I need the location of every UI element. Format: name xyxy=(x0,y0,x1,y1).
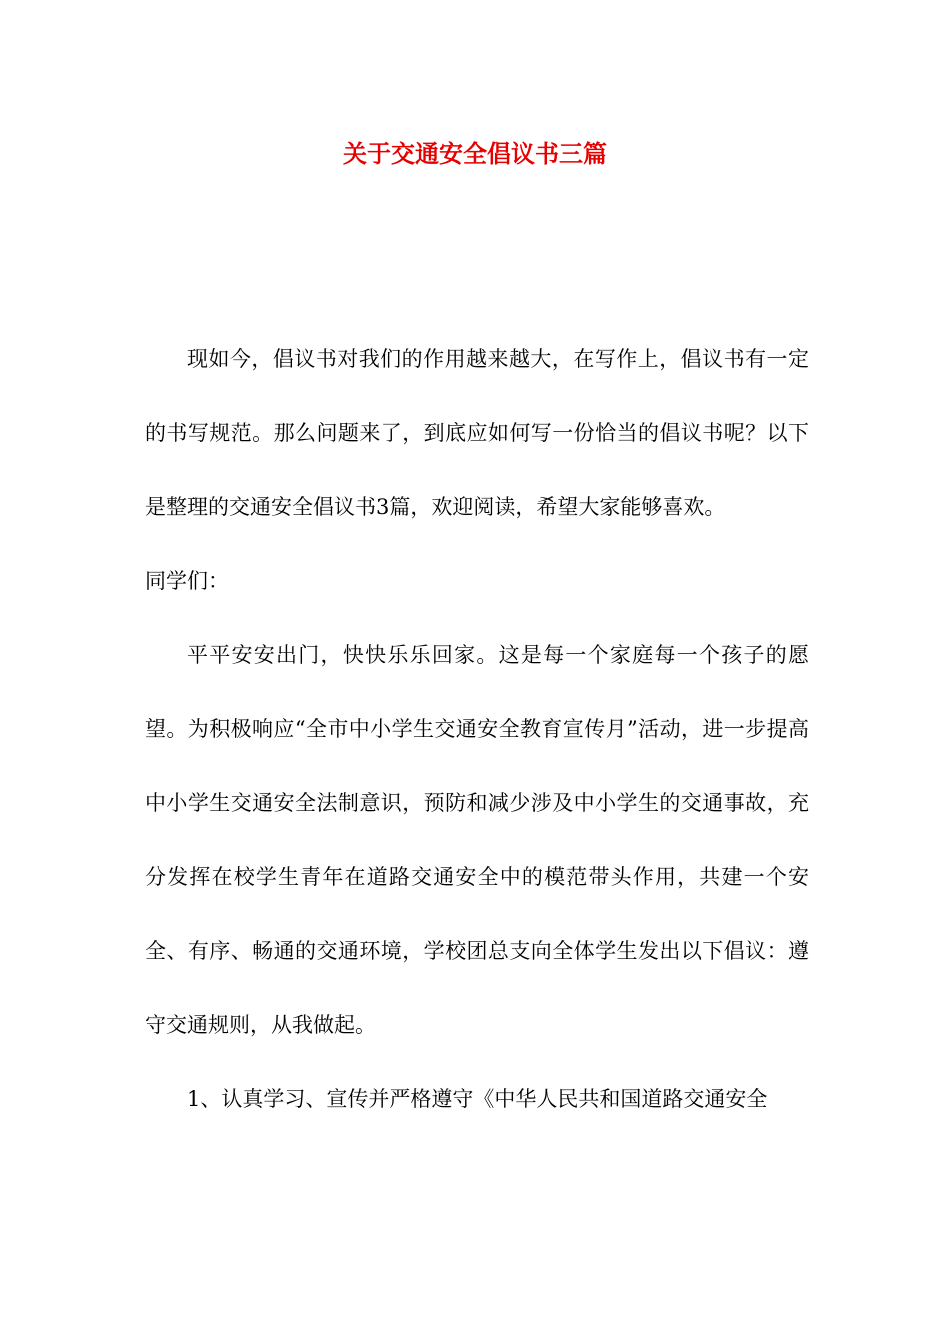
item-1-paragraph: 1、认真学习、宣传并严格遵守《中华人民共和国道路交通安全 xyxy=(187,1087,768,1111)
intro-paragraph: 现如今，倡议书对我们的作用越来越大，在写作上，倡议书有一定的书写规范。那么问题来了，到底应如何写一份恰当的倡议书呢？以下是整理的交通安全倡议书3篇，欢迎阅读，希望大家能够喜欢。 xyxy=(145,347,809,519)
proposal-paragraph: 平平安安出门，快快乐乐回家。这是每一个家庭每一个孩子的愿望。为积极响应“全市中小学生交通安全教育宣传月”活动，进一步提高中小学生交通安全法制意识，预防和减少涉及中小学生的交通事故，充分发挥在校学生青年在道路交通安全中的模范带头作用，共建一个安全、有序、畅通的交通环境，学校团总支向全体学生发出以下倡议：遵守交通规则，从我做起。 xyxy=(145,643,809,1037)
document-body xyxy=(145,322,809,1136)
salutation-line: 同学们： xyxy=(145,569,229,593)
document-title: 关于交通安全倡议书三篇 xyxy=(343,139,607,168)
